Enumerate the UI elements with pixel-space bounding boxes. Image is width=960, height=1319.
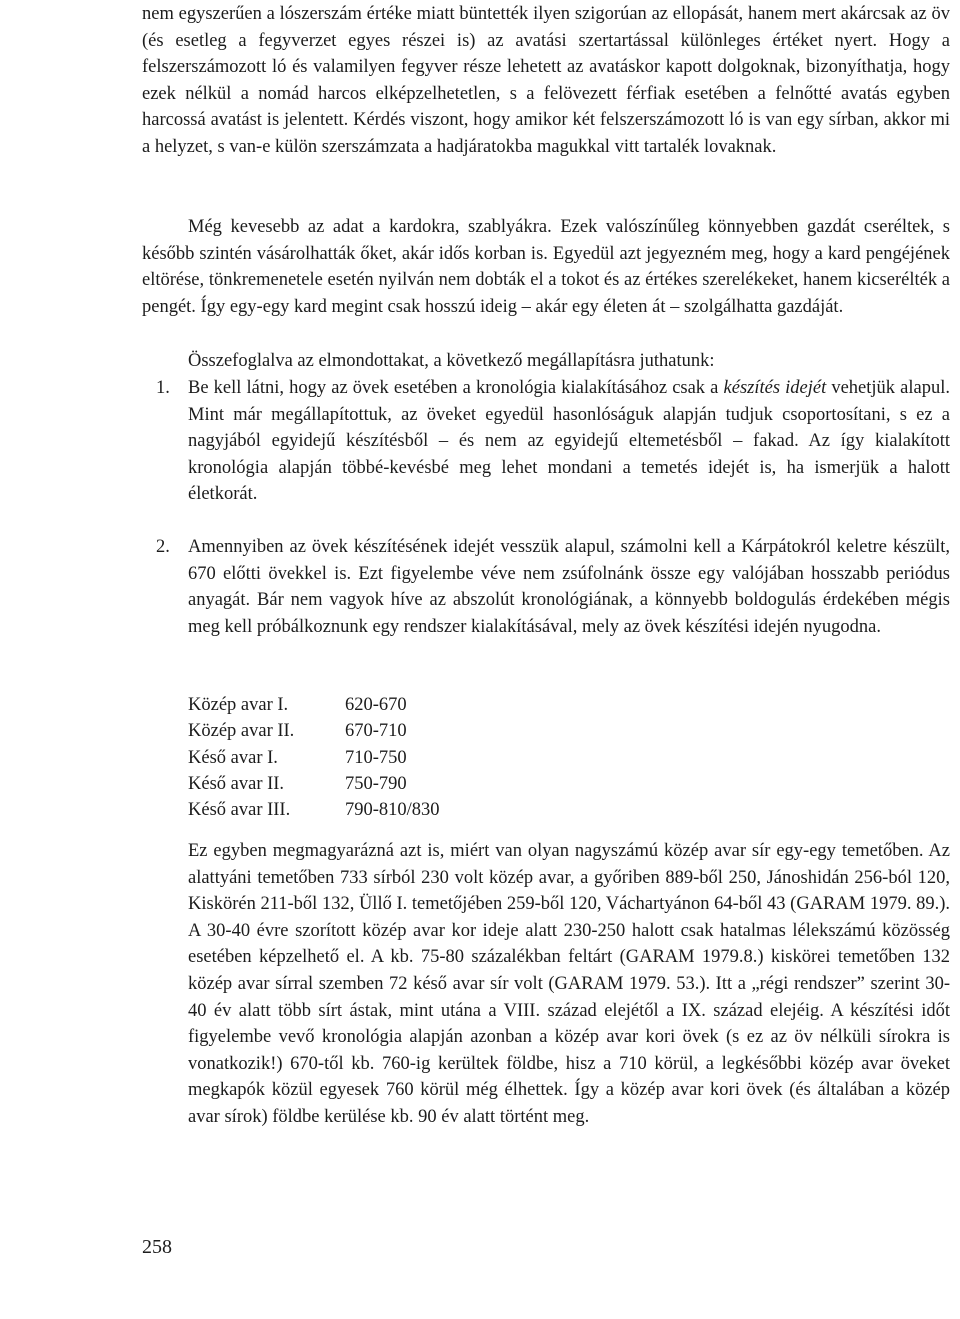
chronology-range: 670-710 [345,721,407,742]
chronology-range: 750-790 [345,773,407,794]
chronology-row [188,692,440,718]
paragraph-swords: Még kevesebb az adat a kardokra, szablyákra. Ezek valószínűleg könnyebben gazdát cseréltek, s később szintén vásárolhatták őket, akár idős korban is. Egyedül azt jegyezném meg, hogy a kard pengéjének eltörése, tönkremenetele esetén nyilván nem dobták el a tokot és az értékes szerelékeket, hanem kicserélték a pengét. Így egy-egy kard megint csak hosszú ideig – akár egy életen át – szolgálhatta gazdáját. [142,217,950,317]
chronology-period: Késő avar II. [188,773,285,794]
chronology-period: Késő avar I. [188,747,278,768]
list-item-1-text-before: Be kell látni, hogy az övek esetében a kronológia kialakításához csak a [188,378,724,398]
paragraph-closing: Ez egyben megmagyarázná azt is, miért van olyan nagyszámú közép avar sír egy-egy temetőben. Az alattyáni temetőben 733 sírból 230 volt közép avar, a győriben 889-ből 250, Jánoshidán 256-ból 120, Kiskörén 211-ből 132, Üllő I. temetőjében 259-ből 120, Váchartyánon 64-ből 43 (GARAM 1979. 89.). A 30-40 évre szorított közép avar kor ideje alatt 230-250 halott csak hatalmas lélekszámú közösség esetében képzelhető el. A kb. 75-80 százalékban feltárt (GARAM 1979.8.) kiskörei temetőben 132 közép avar sírral szemben 72 késő avar sír volt (GARAM 1979. 53.). Itt a „régi rendszer” szerint 30-40 év alatt több sírt ástak, mint utána a VIII. század elejétől a IX. század elejéig. A készítési időt figyelembe vevő kronológia alapján azonban a közép avar kori övek (s ez az öv nélküli sírokra is vonatkozik!) 670-től kb. 760-ig kerültek földbe, hisz a 710 körül, a legkésőbbi közép avar öveket megkapók közül egyesek 760 körül még élhettek. Így a közép avar kori övek (és általában a közép avar sírok) földbe kerülése kb. 90 év alatt történt meg. [188,841,950,1127]
list-item-1 [188,375,950,508]
chronology-period: Közép avar I. [188,695,289,715]
paragraph-belt-harness: nem egyszerűen a lószerszám értéke miatt büntették ilyen szigorúan az ellopását, hanem mert akárcsak az öv (és esetleg a fegyverzet egyes részei is) az avatási szertartással különleges értéket nyert. Hogy a felszerszámozott ló és valamilyen fegyver része lehetett az avatáskor kapott dolgoknak, bizonyíthatja, hogy ezek nélkül a nomád harcos elképzelhetetlen, s a felövezett férfiak esetében a felnőtté avatás egyben harcossá avatást is jelentett. Kérdés viszont, hogy amikor két felszerszámozott ló is van egy sírban, akkor mi a helyzet, s van-e külön szerszámzata a hadjáratokba magukkal vitt tartalék lovaknak. [142,4,950,157]
chronology-row [188,797,440,823]
list-item-1-emphasis: készítés idejét [723,378,827,398]
chronology-period: Közép avar II. [188,721,295,742]
chronology-row [188,718,440,744]
chronology-range: 620-670 [345,695,407,715]
list-item-2: Amennyiben az övek készítésének idejét vesszük alapul, számolni kell a Kárpátokról keletre készült, 670 előtti övekkel is. Ezt figyelembe véve nem zsúfolnánk össze egy valójában hosszabb periódus anyagát. Bár nem vagyok híve az abszolút kronológiának, a könnyebb boldogulás érdekében mégis meg kell próbálkoznunk egy rendszer kialakításával, mely az övek készítési idején nyugodna. [188,537,950,637]
chronology-range: 790-810/830 [345,800,440,821]
chronology-table [188,692,440,823]
chronology-range: 710-750 [345,747,407,768]
list-number-1: 1. [156,378,170,398]
list-item-1-text-after: vehetjük alapul. Mint már megállapítottuk, az öveket egyedül hasonlóságuk alapján tudjuk csoportosítani, s ez a nagyjából egyidejű készítésből – és nem az egyidejű eltemetésből – fakad. Az így kialakított kronológia alapján többé-kevésbé meg lehet mondani a temetés idejét is, ha ismerjük a halott életkorát. [188,378,950,505]
chronology-period: Késő avar III. [188,800,291,821]
paragraph-summary-intro: Összefoglalva az elmondottakat, a következő megállapításra juthatunk: [188,351,715,371]
chronology-row [188,771,440,797]
page-number: 258 [142,1236,172,1258]
chronology-row [188,745,440,771]
list-number-2: 2. [156,537,170,557]
